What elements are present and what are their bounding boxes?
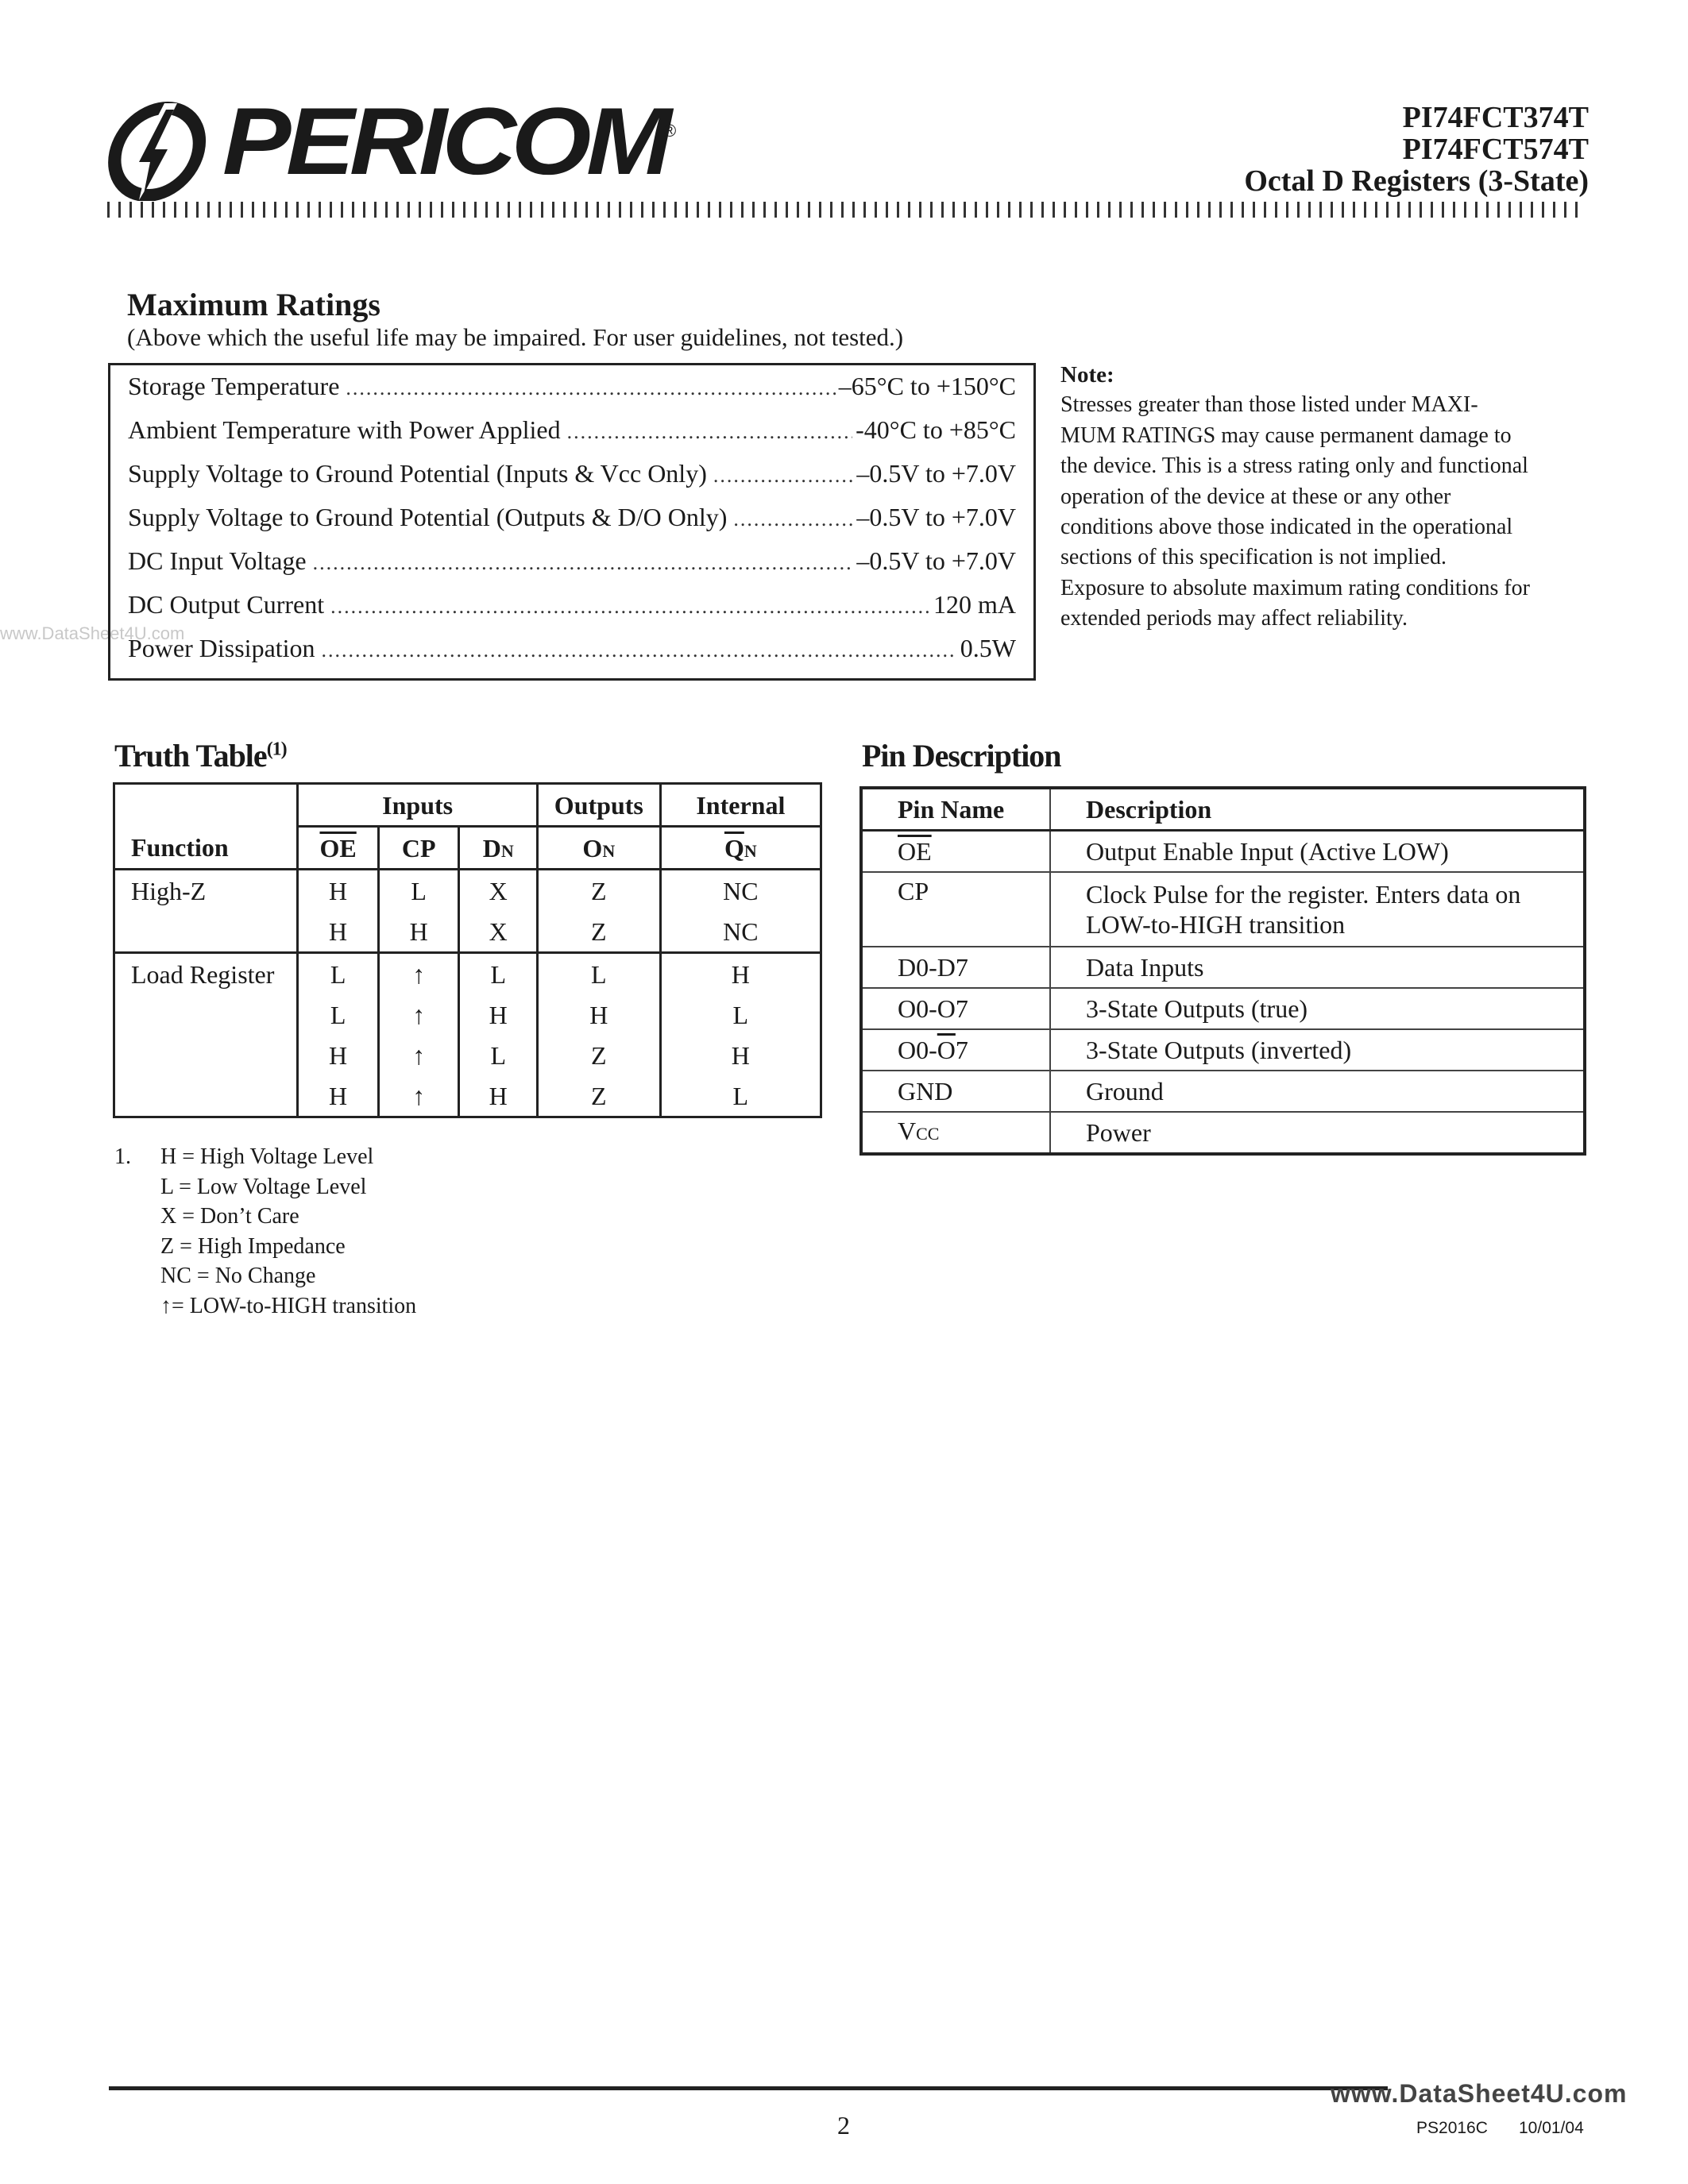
col-header-cp: CP <box>378 827 459 870</box>
document-subtitle: Octal D Registers (3-State) <box>1244 164 1589 198</box>
table-row: GND Ground <box>861 1071 1585 1112</box>
table-row: H ↑ L Z H <box>114 1035 821 1075</box>
header-tick-rule <box>107 202 1585 218</box>
note-line: MUM RATINGS may cause permanent damage to <box>1060 423 1512 448</box>
rating-row <box>128 372 1016 411</box>
table-row: D0-D7 Data Inputs <box>861 947 1585 988</box>
col-header-function: Function <box>114 827 298 870</box>
table-row: Load Register L ↑ L L H <box>114 953 821 995</box>
rating-label: Ambient Temperature with Power Applied <box>128 415 561 444</box>
footer-rule <box>109 2086 1388 2090</box>
footnote-ref: (1) <box>266 739 287 760</box>
watermark-text: www.DataSheet4U.com <box>0 623 185 643</box>
ratings-note <box>1060 360 1601 635</box>
group-header-inputs: Inputs <box>298 784 538 827</box>
note-line: conditions above those indicated in the operational <box>1060 515 1513 540</box>
rating-value: –0.5V to +7.0V <box>856 546 1016 575</box>
part-number-1: PI74FCT374T <box>1402 101 1589 134</box>
table-row: H ↑ H Z L <box>114 1075 821 1117</box>
note-heading: Note: <box>1060 362 1114 388</box>
rating-label: Storage Temperature <box>128 372 340 400</box>
rating-row <box>128 415 1016 455</box>
table-row: $O0-\overline{O}7$ 3-State Outputs (inverted) <box>861 1029 1585 1071</box>
note-line: Exposure to absolute maximum rating conditions for <box>1060 575 1531 600</box>
part-number-2: PI74FCT574T <box>1402 133 1589 166</box>
pin-description-title: Pin Description <box>862 738 1061 774</box>
group-header-internal: Internal <box>660 784 821 827</box>
rating-row <box>128 503 1016 542</box>
note-line: extended periods may affect reliability. <box>1060 606 1408 631</box>
rating-row <box>128 459 1016 499</box>
rating-label: Power Dissipation <box>128 634 315 662</box>
document-date: 10/01/04 <box>1519 2119 1584 2137</box>
rating-value: 120 mA <box>933 590 1016 619</box>
col-header-on: ON <box>537 827 660 870</box>
pin-description-table <box>859 786 1586 1156</box>
registered-mark: ® <box>663 121 677 141</box>
legend-line: NC = No Change <box>160 1264 316 1288</box>
rating-row <box>128 634 1016 673</box>
max-ratings-subtitle: (Above which the useful life may be impaired. For user guidelines, not tested.) <box>127 323 904 351</box>
note-line: sections of this specification is not implied. <box>1060 545 1447 570</box>
table-row: L ↑ H H L <box>114 994 821 1035</box>
truth-table <box>113 782 822 1116</box>
note-line: operation of the device at these or any other <box>1060 484 1451 509</box>
header-titles <box>1244 102 1589 197</box>
pericom-logo-mark <box>107 102 218 201</box>
col-header-oe: $\overline{OE}$ <box>298 827 379 870</box>
rating-value: 0.5W <box>960 634 1016 662</box>
rating-label: Supply Voltage to Ground Potential (Inputs & Vcc Only) <box>128 459 707 488</box>
rating-label: DC Input Voltage <box>128 546 307 575</box>
rating-value: –65°C to +150°C <box>838 372 1016 400</box>
col-header-qn: $\overline{Q}N$ <box>660 827 821 870</box>
legend-line: Z = High Impedance <box>160 1233 346 1259</box>
table-row: O0-O7 3-State Outputs (true) <box>861 988 1585 1029</box>
document-id: PS2016C <box>1416 2119 1488 2137</box>
col-header-dn: DN <box>459 827 538 870</box>
note-line: the device. This is a stress rating only and functional <box>1060 453 1528 479</box>
page-number: 2 <box>837 2111 850 2140</box>
legend-line: L = Low Voltage Level <box>160 1174 367 1199</box>
legend-line: ↑= LOW-to-HIGH transition <box>160 1293 417 1318</box>
rating-value: –0.5V to +7.0V <box>856 503 1016 531</box>
table-row: $\overline{OE}$ Output Enable Input (Active LOW) <box>861 831 1585 873</box>
truth-table-title: Truth Table$^{(1)}$ <box>114 738 287 774</box>
rating-label: DC Output Current <box>128 590 325 619</box>
max-ratings-box <box>108 363 1036 681</box>
rating-label: Supply Voltage to Ground Potential (Outputs & D/O Only) <box>128 503 728 531</box>
table-row: H H X Z NC <box>114 911 821 953</box>
table-row: High-Z H L X Z NC <box>114 870 821 912</box>
footnote-number: 1. <box>114 1144 131 1169</box>
col-header-pin-name: Pin Name <box>861 788 1050 831</box>
group-header-outputs: Outputs <box>537 784 660 827</box>
rating-row <box>128 546 1016 586</box>
table-row: CP Clock Pulse for the register. Enters data on LOW-to-HIGH transition <box>861 872 1585 947</box>
footer-watermark-url: www.DataSheet4U.com <box>1331 2079 1628 2108</box>
rating-value: -40°C to +85°C <box>856 415 1016 444</box>
legend-line: H = High Voltage Level <box>160 1144 374 1169</box>
max-ratings-title: Maximum Ratings <box>127 287 380 322</box>
rating-value: –0.5V to +7.0V <box>856 459 1016 488</box>
col-header-description: Description <box>1050 788 1585 831</box>
rating-row <box>128 590 1016 630</box>
table-row: VCC Power <box>861 1112 1585 1154</box>
legend-line: X = Don’t Care <box>160 1204 299 1229</box>
brand-wordmark: PERICOM <box>222 88 667 195</box>
note-line: Stresses greater than those listed under MAXI- <box>1060 392 1478 418</box>
